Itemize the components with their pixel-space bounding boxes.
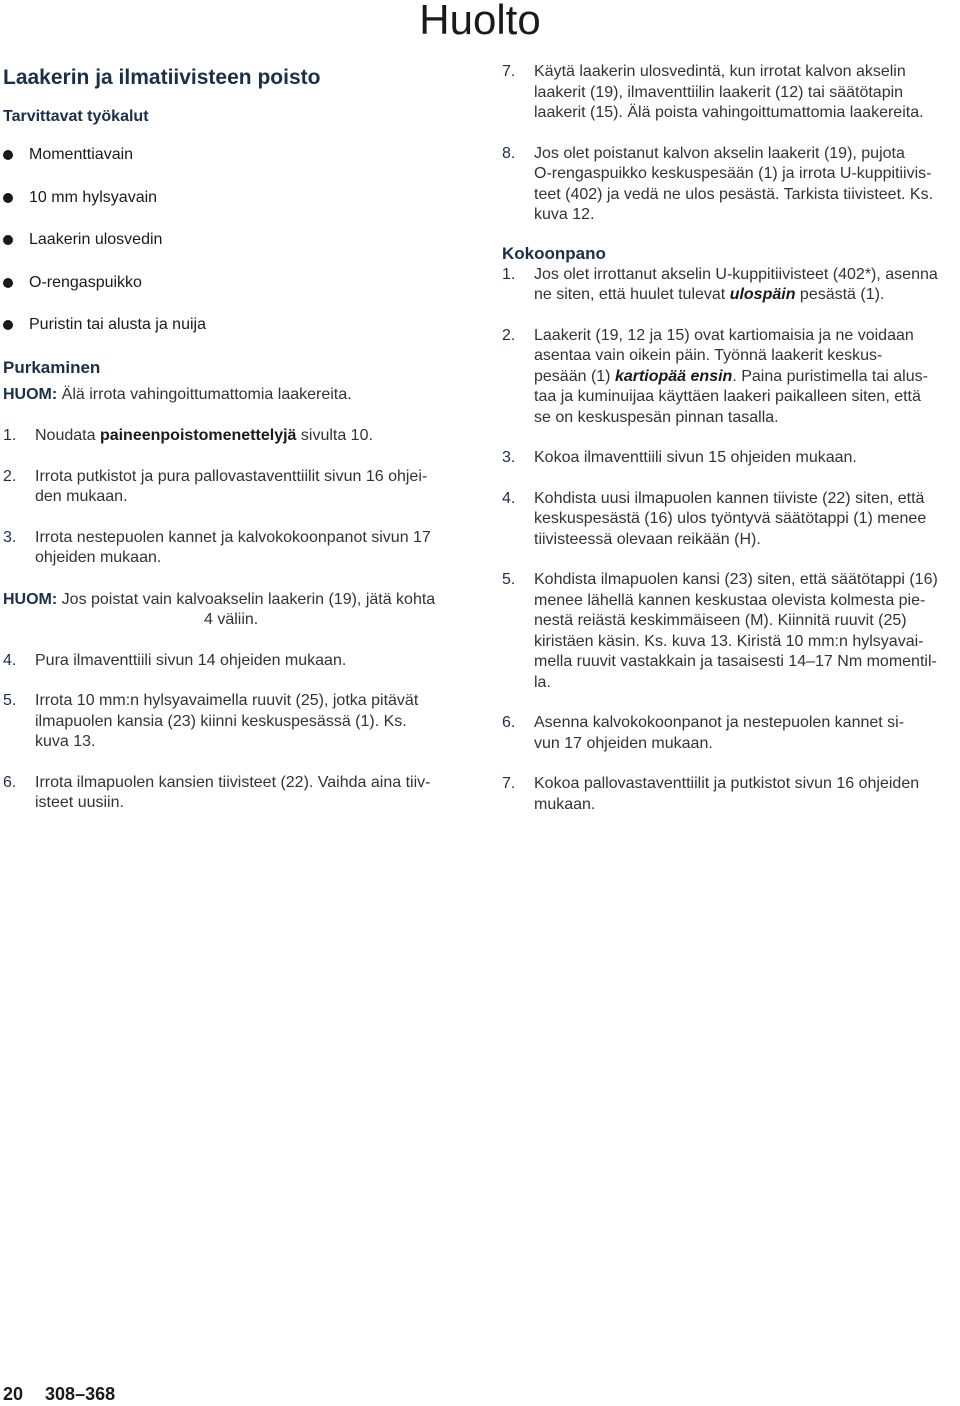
step-2: 2. Irrota putkistot ja pura pallovastaventtiilit sivun 16 ohjei- den mukaan. [3, 467, 428, 505]
note-label: HUOM: [3, 590, 58, 608]
step-3: 3. Irrota nestepuolen kannet ja kalvokokoonpanot sivun 17 ohjeiden mukaan. [3, 528, 431, 566]
list-item: Momenttiavain [3, 145, 463, 165]
step-5: 5. Irrota 10 mm:n hylsyavaimella ruuvit (25), jotka pitävät ilmapuolen kansia (23) kiinni keskuspesässä (1). Ks. kuva 13. [3, 692, 419, 750]
page-number: 20 [3, 1384, 24, 1404]
assembly-step-2: 2. Laakerit (19, 12 ja 15) ovat kartiomaisia ja ne voidaan asentaa vain oikein päin. Työnnä laakerit keskus- pesään (1) kartiopää ensin. Paina puristimella tai alus- taa ja kuminuijaa käyttäen laakeri paikalleen siten, että se on keskuspesän pinnan tasalla. [502, 326, 928, 426]
note-label: HUOM: [3, 386, 58, 403]
assembly-step-3: 3. Kokoa ilmaventtiili sivun 15 ohjeiden mukaan. [502, 449, 857, 466]
page-footer [3, 1384, 115, 1405]
assembly-heading: Kokoonpano [502, 243, 606, 263]
assembly-step-5: 5. Kohdista ilmapuolen kansi (23) siten, että säätötappi (16) menee lähellä kannen keskustaa olevista kolmesta pie- nestä reiästä keskimmäiseen (M). Kiinnitä ruuvit (25) kiristäen käsin. Ks. kuva 13. Kiristä 10 mm:n hylsyavai- mella ruuvit vastakkain ja tasaisesti 14–17 Nm momentil- la. [502, 571, 938, 691]
step-6: 6. Irrota ilmapuolen kansien tiivisteet (22). Vaihda aina tiiv- isteet uusiin. [3, 773, 431, 811]
assembly-step-4: 4. Kohdista uusi ilmapuolen kannen tiiviste (22) siten, että keskuspesästä (16) ulos työntyvä säätötappi (1) menee tiivisteessä olevaan reikään (H). [502, 489, 927, 548]
list-item: 10 mm hylsyavain [3, 188, 463, 208]
list-item: O-rengaspuikko [3, 273, 463, 293]
bullet-icon [3, 278, 13, 288]
assembly-step-1: 1. Jos olet irrottanut akselin U-kuppitiivisteet (402*), asenna ne siten, että huulet tulevat ulospäin pesästä (1). [502, 265, 938, 303]
bullet-icon [3, 235, 13, 245]
page-title: Huolto [419, 0, 541, 43]
right-column [502, 62, 958, 815]
step-1: 1. Noudata paineenpoistomenettelyjä sivulta 10. [3, 427, 373, 444]
note-1: HUOM: Älä irrota vahingoittumattomia laakereita. [3, 386, 352, 403]
section-title: Laakerin ja ilmatiivisteen poisto [3, 66, 321, 89]
step-7: 7. Käytä laakerin ulosvedintä, kun irrotat kalvon akselin laakerit (19), ilmaventtiilin laakerit (12) tai säätötapin laakerit (15). Älä poista vahingoittumattomia laakereita. [502, 63, 924, 121]
bullet-icon [3, 193, 13, 203]
tools-heading: Tarvittavat työkalut [3, 108, 149, 125]
left-column [3, 60, 463, 814]
note-2: HUOM: Jos poistat vain kalvoakselin laakerin (19), jätä kohta 4 väliin. [3, 590, 436, 628]
step-4: 4. Pura ilmaventtiili sivun 14 ohjeiden mukaan. [3, 651, 347, 669]
list-item: Puristin tai alusta ja nuija [3, 315, 463, 335]
list-item: Laakerin ulosvedin [3, 230, 463, 250]
assembly-step-6: 6. Asenna kalvokokoonpanot ja nestepuolen kannet si- vun 17 ohjeiden mukaan. [502, 714, 905, 752]
document-number: 308–368 [45, 1384, 116, 1404]
step-8: 8. Jos olet poistanut kalvon akselin laakerit (19), pujota O-rengaspuikko keskuspesään (1) ja irrota U-kuppitiivis- teet (402) ja vedä ne ulos pesästä. Tarkista tiivisteet. Ks. kuva 12. [502, 144, 934, 223]
assembly-step-7: 7. Kokoa pallovastaventtiilit ja putkistot sivun 16 ohjeiden mukaan. [502, 775, 920, 813]
tools-list [3, 145, 463, 335]
bullet-icon [3, 320, 13, 330]
disassembly-heading: Purkaminen [3, 358, 101, 377]
bullet-icon [3, 150, 13, 160]
